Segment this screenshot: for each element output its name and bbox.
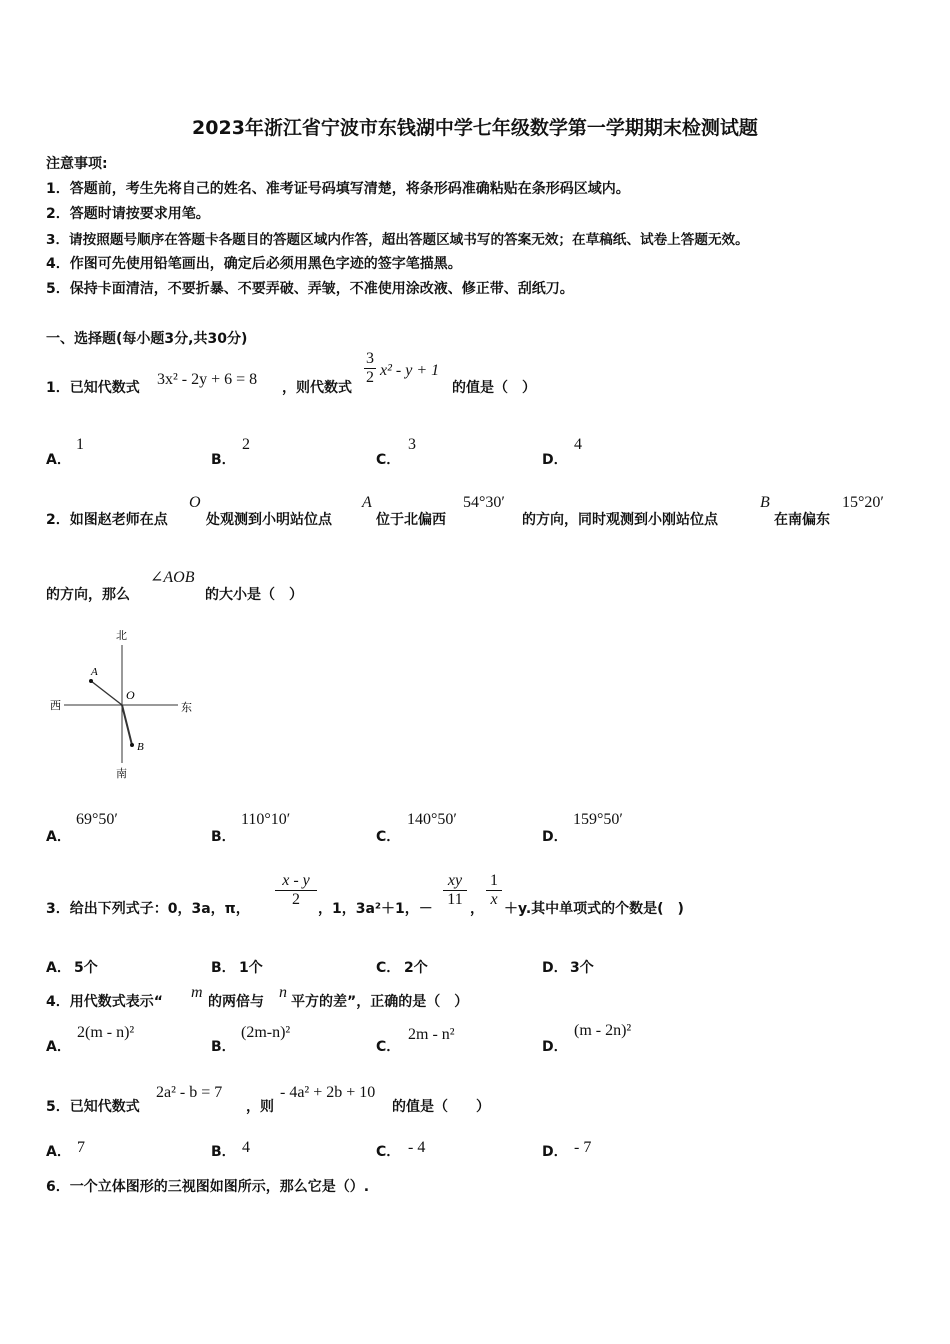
q2-part2: 处观测到小明站位点	[206, 512, 332, 528]
q2-angle1: 54°30′	[463, 494, 505, 511]
q3-part2: ，1，3a²＋1，－	[318, 901, 433, 917]
q3-option-a-value: 5个	[74, 960, 98, 976]
q1-option-d-value: 4	[574, 436, 582, 453]
q3-f3-den: x	[490, 891, 498, 908]
label-point-b: B	[137, 741, 144, 753]
q3-fraction-1	[275, 872, 317, 909]
ray-oa	[91, 681, 122, 705]
q3-part4: ＋y.其中单项式的个数是( )	[504, 901, 684, 917]
q2-option-a-label: A．	[46, 829, 71, 845]
q2-line2b: 的大小是（ ）	[205, 587, 303, 603]
q4-part2: 的两倍与	[208, 994, 264, 1010]
q2-point-o: O	[189, 494, 201, 511]
q5-option-a-label: A．	[46, 1144, 71, 1160]
q3-f1-num: x - y	[275, 872, 317, 891]
q5-part2: ，则	[246, 1099, 274, 1115]
q1-option-a-label: A．	[46, 452, 71, 468]
q3-option-c-label: C．	[376, 960, 401, 976]
q3-f3-num: 1	[486, 872, 502, 891]
label-east: 东	[181, 701, 192, 714]
q5-option-c-label: C．	[376, 1144, 401, 1160]
q4-var-m: m	[191, 984, 203, 1001]
q1-option-b-value: 2	[242, 436, 250, 453]
q3-part3: ，	[470, 901, 484, 917]
q4-var-n: n	[279, 984, 287, 1001]
q5-option-b-value: 4	[242, 1139, 250, 1156]
q1-prefix: 1．已知代数式	[46, 380, 140, 396]
point-a-dot	[89, 679, 93, 683]
q4-option-b-value: (2m-n)²	[241, 1024, 291, 1041]
q5-part3: 的值是（ ）	[392, 1099, 490, 1115]
q1-option-a-value: 1	[76, 436, 84, 453]
q3-part1: 3．给出下列式子：0，3a，π，	[46, 901, 250, 917]
q2-part4: 的方向，同时观测到小刚站位点	[522, 512, 718, 528]
q2-compass-figure	[44, 625, 204, 785]
q2-option-d-label: D．	[542, 829, 568, 845]
section-heading: 一、选择题(每小题3分,共30分)	[46, 331, 248, 347]
q5-expr1: 2a² - b = 7	[156, 1084, 223, 1101]
q4-option-d-label: D．	[542, 1039, 568, 1055]
q3-f1-den: 2	[292, 891, 300, 908]
q2-part5: 在南偏东	[774, 512, 830, 528]
q1-option-d-label: D．	[542, 452, 568, 468]
q1-frac-den: 2	[366, 369, 374, 386]
q4-option-b-label: B．	[211, 1039, 236, 1055]
q1-mid: ，则代数式	[282, 380, 352, 396]
label-point-a: A	[91, 666, 98, 678]
q1-fraction	[364, 350, 376, 387]
q1-expr1: 3x² - 2y + 6 = 8	[157, 371, 258, 388]
q6-text: 6．一个立体图形的三视图如图所示，那么它是（）.	[46, 1179, 370, 1195]
q5-option-d-label: D．	[542, 1144, 568, 1160]
label-north: 北	[116, 629, 127, 642]
q5-option-d-value: - 7	[574, 1139, 592, 1156]
q5-option-a-value: 7	[77, 1139, 85, 1156]
q3-option-d-label: D．	[542, 960, 568, 976]
q1-expr2: x² - y + 1	[380, 362, 440, 379]
q5-option-c-value: - 4	[408, 1139, 426, 1156]
q1-frac-num: 3	[366, 350, 374, 367]
q4-option-d-value: (m - 2n)²	[574, 1022, 632, 1039]
q3-option-b-label: B．	[211, 960, 236, 976]
q1-suffix: 的值是（ ）	[452, 380, 536, 396]
q2-line2a: 的方向，那么	[46, 587, 130, 603]
q2-option-a-value: 69°50′	[76, 811, 118, 828]
q3-option-d-value: 3个	[570, 960, 594, 976]
q2-option-b-label: B．	[211, 829, 236, 845]
page-title: 2023年浙江省宁波市东钱湖中学七年级数学第一学期期末检测试题	[192, 117, 758, 139]
note-item: 1．答题前，考生先将自己的姓名、准考证号码填写清楚，将条形码准确粘贴在条形码区域内。	[46, 181, 630, 197]
q2-option-d-value: 159°50′	[573, 811, 623, 828]
q2-option-c-value: 140°50′	[407, 811, 457, 828]
q4-part3: 平方的差”，正确的是（ ）	[291, 994, 469, 1010]
q1-option-c-label: C．	[376, 452, 401, 468]
q3-fraction-2	[443, 872, 467, 909]
q3-option-b-value: 1个	[239, 960, 263, 976]
q4-option-a-label: A．	[46, 1039, 71, 1055]
q2-angle2: 15°20′	[842, 494, 884, 511]
q5-option-b-label: B．	[211, 1144, 236, 1160]
q4-option-a-value: 2(m - n)²	[77, 1024, 135, 1041]
notes-heading: 注意事项:	[46, 156, 108, 172]
q1-option-b-label: B．	[211, 452, 236, 468]
label-point-o: O	[126, 688, 135, 702]
q2-option-b-value: 110°10′	[241, 811, 291, 828]
q2-option-c-label: C．	[376, 829, 401, 845]
note-item: 5．保持卡面清洁，不要折暴、不要弄破、弄皱，不准使用涂改液、修正带、刮纸刀。	[46, 281, 574, 297]
ray-ob	[122, 705, 132, 745]
q4-option-c-value: 2m - n²	[408, 1026, 455, 1043]
note-item: 3．请按照题号顺序在答题卡各题目的答题区域内作答，超出答题区域书写的答案无效；在草稿纸、试卷上答题无效。	[46, 232, 749, 248]
q4-option-c-label: C．	[376, 1039, 401, 1055]
q2-part3: 位于北偏西	[376, 512, 446, 528]
q2-angle-name: ∠AOB	[150, 569, 195, 586]
label-south: 南	[116, 767, 127, 780]
q2-point-a: A	[362, 494, 372, 511]
q2-part1: 2．如图赵老师在点	[46, 512, 168, 528]
label-west: 西	[50, 699, 61, 712]
q4-part1: 4．用代数式表示“	[46, 994, 163, 1010]
point-b-dot	[130, 743, 134, 747]
q3-option-c-value: 2个	[404, 960, 428, 976]
q1-option-c-value: 3	[408, 436, 416, 453]
q3-fraction-3	[486, 872, 502, 909]
q3-option-a-label: A．	[46, 960, 71, 976]
q3-f2-num: xy	[443, 872, 467, 891]
q5-expr2: - 4a² + 2b + 10	[280, 1084, 376, 1101]
note-item: 4．作图可先使用铅笔画出，确定后必须用黑色字迹的签字笔描黑。	[46, 256, 462, 272]
q3-f2-den: 11	[447, 891, 463, 908]
q5-part1: 5．已知代数式	[46, 1099, 140, 1115]
q2-point-b: B	[760, 494, 770, 511]
note-item: 2．答题时请按要求用笔。	[46, 206, 210, 222]
